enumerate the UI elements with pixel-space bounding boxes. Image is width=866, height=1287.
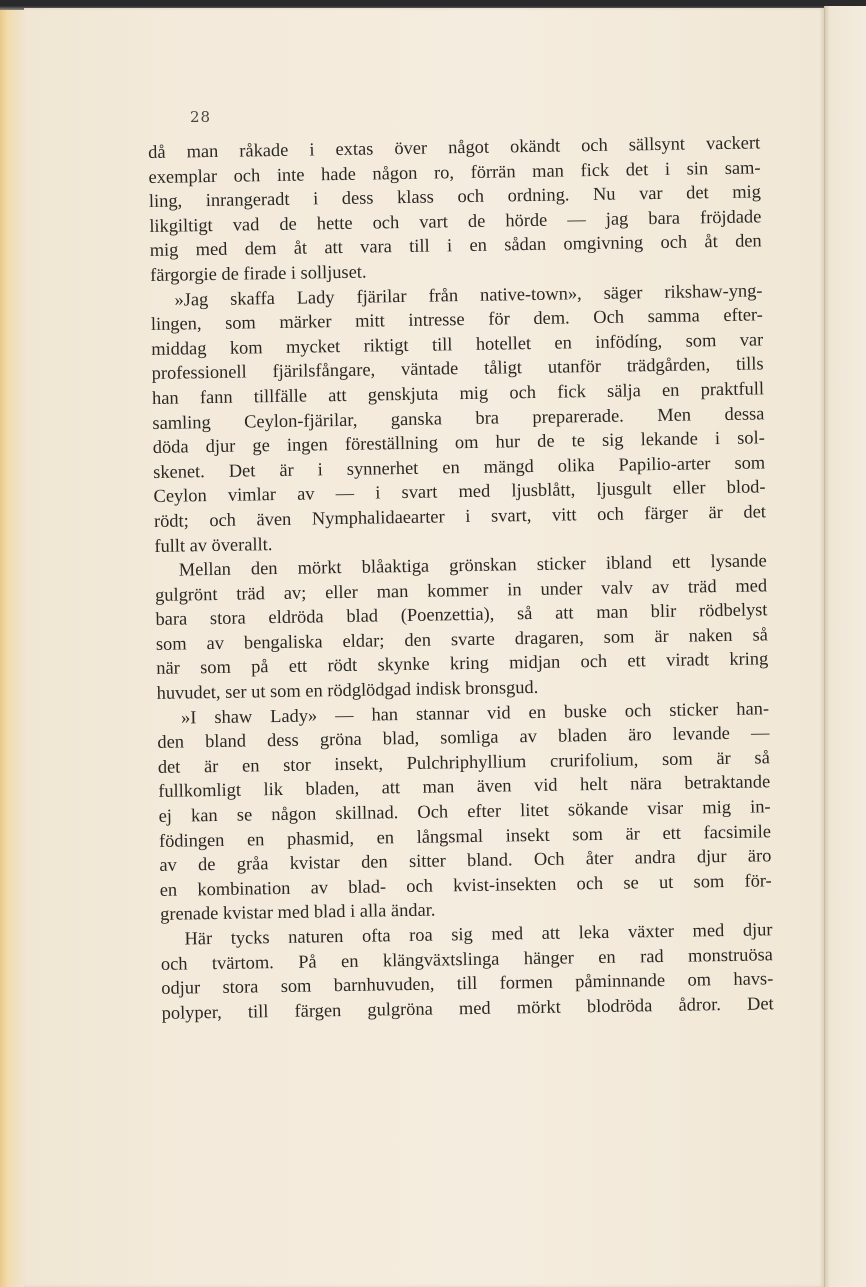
- text-line: exemplar och inte hade någon ro, förrän man fick det i sin sam-: [148, 156, 761, 187]
- text-line: då man råkade i extas över något okändt och sällsynt vackert: [148, 132, 761, 162]
- text-line: grenade kvistar med blad i alla ändar.: [160, 899, 436, 925]
- text-line: när som på ett rödt skynke kring midjan och ett viradt kring: [156, 648, 769, 679]
- text-line: odjur stora som barnhuvuden, till formen påminnande om havs-: [161, 968, 774, 999]
- text-line: döda djur ge ingen föreställning om hur de te sig lekande i sol-: [152, 427, 765, 458]
- text-line: den bland dess gröna blad, somliga av bladen äro levande —: [157, 722, 770, 753]
- body-text: [148, 130, 774, 1025]
- text-line: fullkomligt lik bladen, att man även vid helt nära betraktande: [158, 771, 771, 802]
- text-line: »Jag skaffa Lady fjärilar från native-town», säger rikshaw-yng-: [174, 279, 763, 310]
- text-line: Ceylon vimlar av — i svart med ljusblått, ljusgult eller blod-: [153, 476, 766, 507]
- text-line: lingen, som märker mitt intresse för dem. Och samma efter-: [150, 304, 763, 335]
- text-line: ej kan se någon skillnad. Och efter litet sökande visar mig in-: [158, 796, 771, 826]
- text-line: han fann tillfälle att genskjuta mig och fick sälja en praktfull: [151, 378, 765, 408]
- text-line: middag kom mycket riktigt till hotellet en infödíng, som var: [151, 329, 764, 359]
- text-line: fullt av överallt.: [154, 533, 273, 556]
- text-line: gulgrönt träd av; eller man kommer in under valv av träd med: [154, 575, 768, 605]
- text-line: en kombination av blad- och kvist-insekten och se ut som för-: [159, 870, 772, 900]
- page-edge-left: [0, 10, 26, 1287]
- text-line: som av bengaliska eldar; den svarte dragaren, som är naken så: [155, 624, 768, 654]
- next-page-edge: [824, 6, 866, 1287]
- text-line: polyper, till färgen gulgröna med mörkt blodröda ådror. Det: [161, 993, 774, 1023]
- text-line: mig med dem åt att vara till i en sådan omgivning och åt den: [149, 230, 762, 261]
- text-line: professionell fjärilsfångare, väntade tåligt utanför trädgården, tills: [151, 353, 764, 384]
- text-line: ling, inrangeradt i dess klass och ordning. Nu var det mig: [148, 181, 762, 212]
- text-line: samling Ceylon-fjärilar, ganska bra preparerade. Men dessa: [152, 402, 765, 433]
- text-line: skenet. Det är i synnerhet en mängd olika Papilio-arter som: [153, 452, 766, 482]
- text-line: huvudet, ser ut som en rödglödgad indisk bronsgud.: [156, 677, 539, 703]
- text-line: »I shaw Lady» — han stannar vid en buske och sticker han-: [180, 697, 770, 728]
- text-line: det är en stor insekt, Pulchriphyllium crurifolium, som är så: [157, 747, 770, 777]
- text-line: bara stora eldröda blad (Poenzettia), så att man blir rödbelyst: [155, 599, 768, 630]
- page-number: 28: [190, 108, 212, 126]
- text-line: och tvärtom. På en klängväxtslinga hänger en rad monstruösa: [160, 943, 774, 974]
- text-line: Mellan den mörkt blåaktiga grönskan sticker ibland ett lysande: [178, 550, 767, 580]
- text-line: födingen en phasmid, en långsmal insekt som är ett facsimile: [158, 820, 772, 851]
- text-line: färgorgie de firade i solljuset.: [149, 261, 367, 285]
- text-line: Här tycks naturen ofta roa sig med att leka växter med djur: [184, 919, 773, 949]
- text-line: likgiltigt vad de hette och vart de hörde — jag bara fröjdade: [149, 206, 762, 236]
- text-line: av de gråa kvistar den sitter bland. Och åter andra djur äro: [159, 845, 772, 876]
- text-line: rödt; och även Nymphalidaearter i svart, vitt och färger är det: [153, 501, 767, 531]
